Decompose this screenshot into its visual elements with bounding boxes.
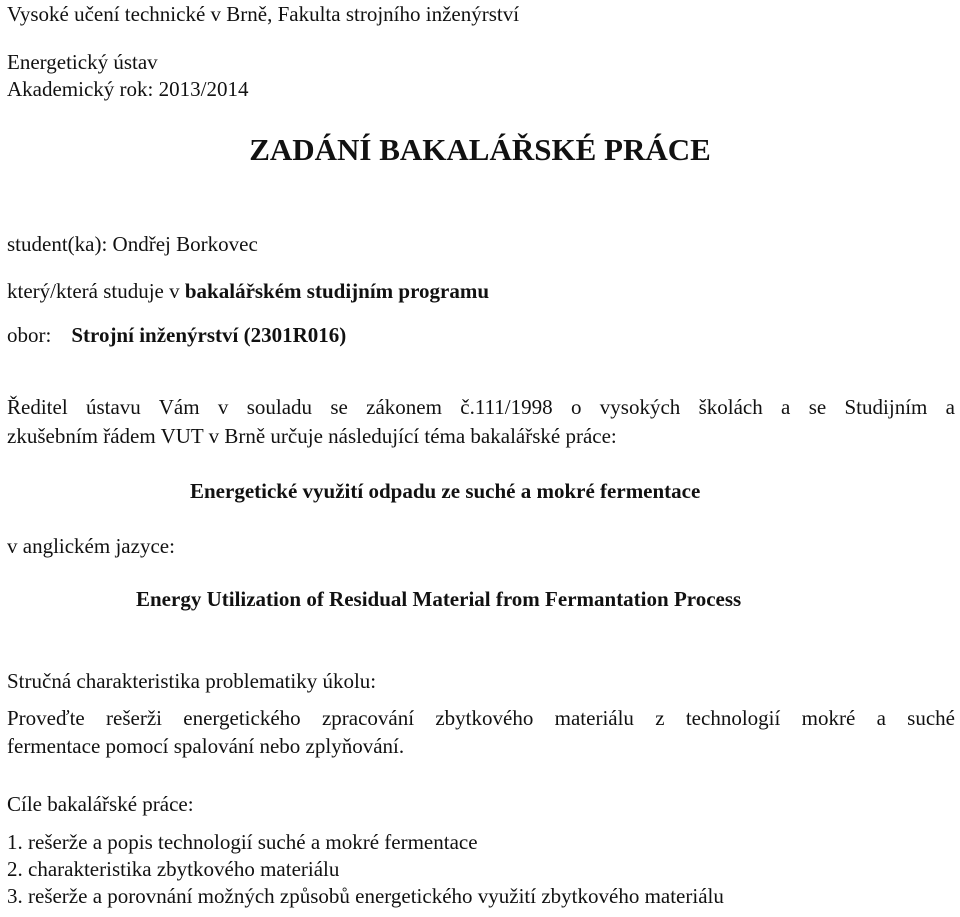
english-label: v anglickém jazyce: [7,534,175,558]
goal-item-3: 3. rešerže a porovnání možných způsobů energetického využití zbytkového materiálu [7,884,724,908]
characteristics-line-2: fermentace pomocí spalování nebo zplyňování. [7,734,405,758]
decree-line-1: Ředitel ústavu Vám v souladu se zákonem č.111/1998 o vysokých školách a se Studijním a [7,395,955,419]
student-line: student(ka): Ondřej Borkovec [7,232,258,256]
field-line [7,323,346,347]
field-value: Strojní inženýrství (2301R016) [71,323,347,347]
program-line [7,279,489,303]
department-line: Energetický ústav [7,50,158,74]
characteristics-line-1: Proveďte rešerži energetického zpracování zbytkového materiálu z technologií mokré a suché [7,706,955,730]
topic-czech: Energetické využití odpadu ze suché a mokré fermentace [190,479,701,503]
program-value: bakalářském studijním programu [184,279,490,303]
field-label: obor: [7,323,52,347]
academic-year-line: Akademický rok: 2013/2014 [7,77,249,101]
goal-item-1: 1. rešerže a popis technologií suché a mokré fermentace [7,830,478,854]
decree-line-2: zkušebním řádem VUT v Brně určuje následující téma bakalářské práce: [7,424,617,448]
document-title: ZADÁNÍ BAKALÁŘSKÉ PRÁCE [249,132,711,167]
goal-item-2: 2. charakteristika zbytkového materiálu [7,857,340,881]
topic-english: Energy Utilization of Residual Material from Fermantation Process [136,587,742,611]
characteristics-heading: Stručná charakteristika problematiky úkolu: [7,669,377,693]
program-prefix: který/která studuje v [7,279,185,303]
institution-line: Vysoké učení technické v Brně, Fakulta strojního inženýrství [7,2,520,26]
goals-heading: Cíle bakalářské práce: [7,792,194,816]
